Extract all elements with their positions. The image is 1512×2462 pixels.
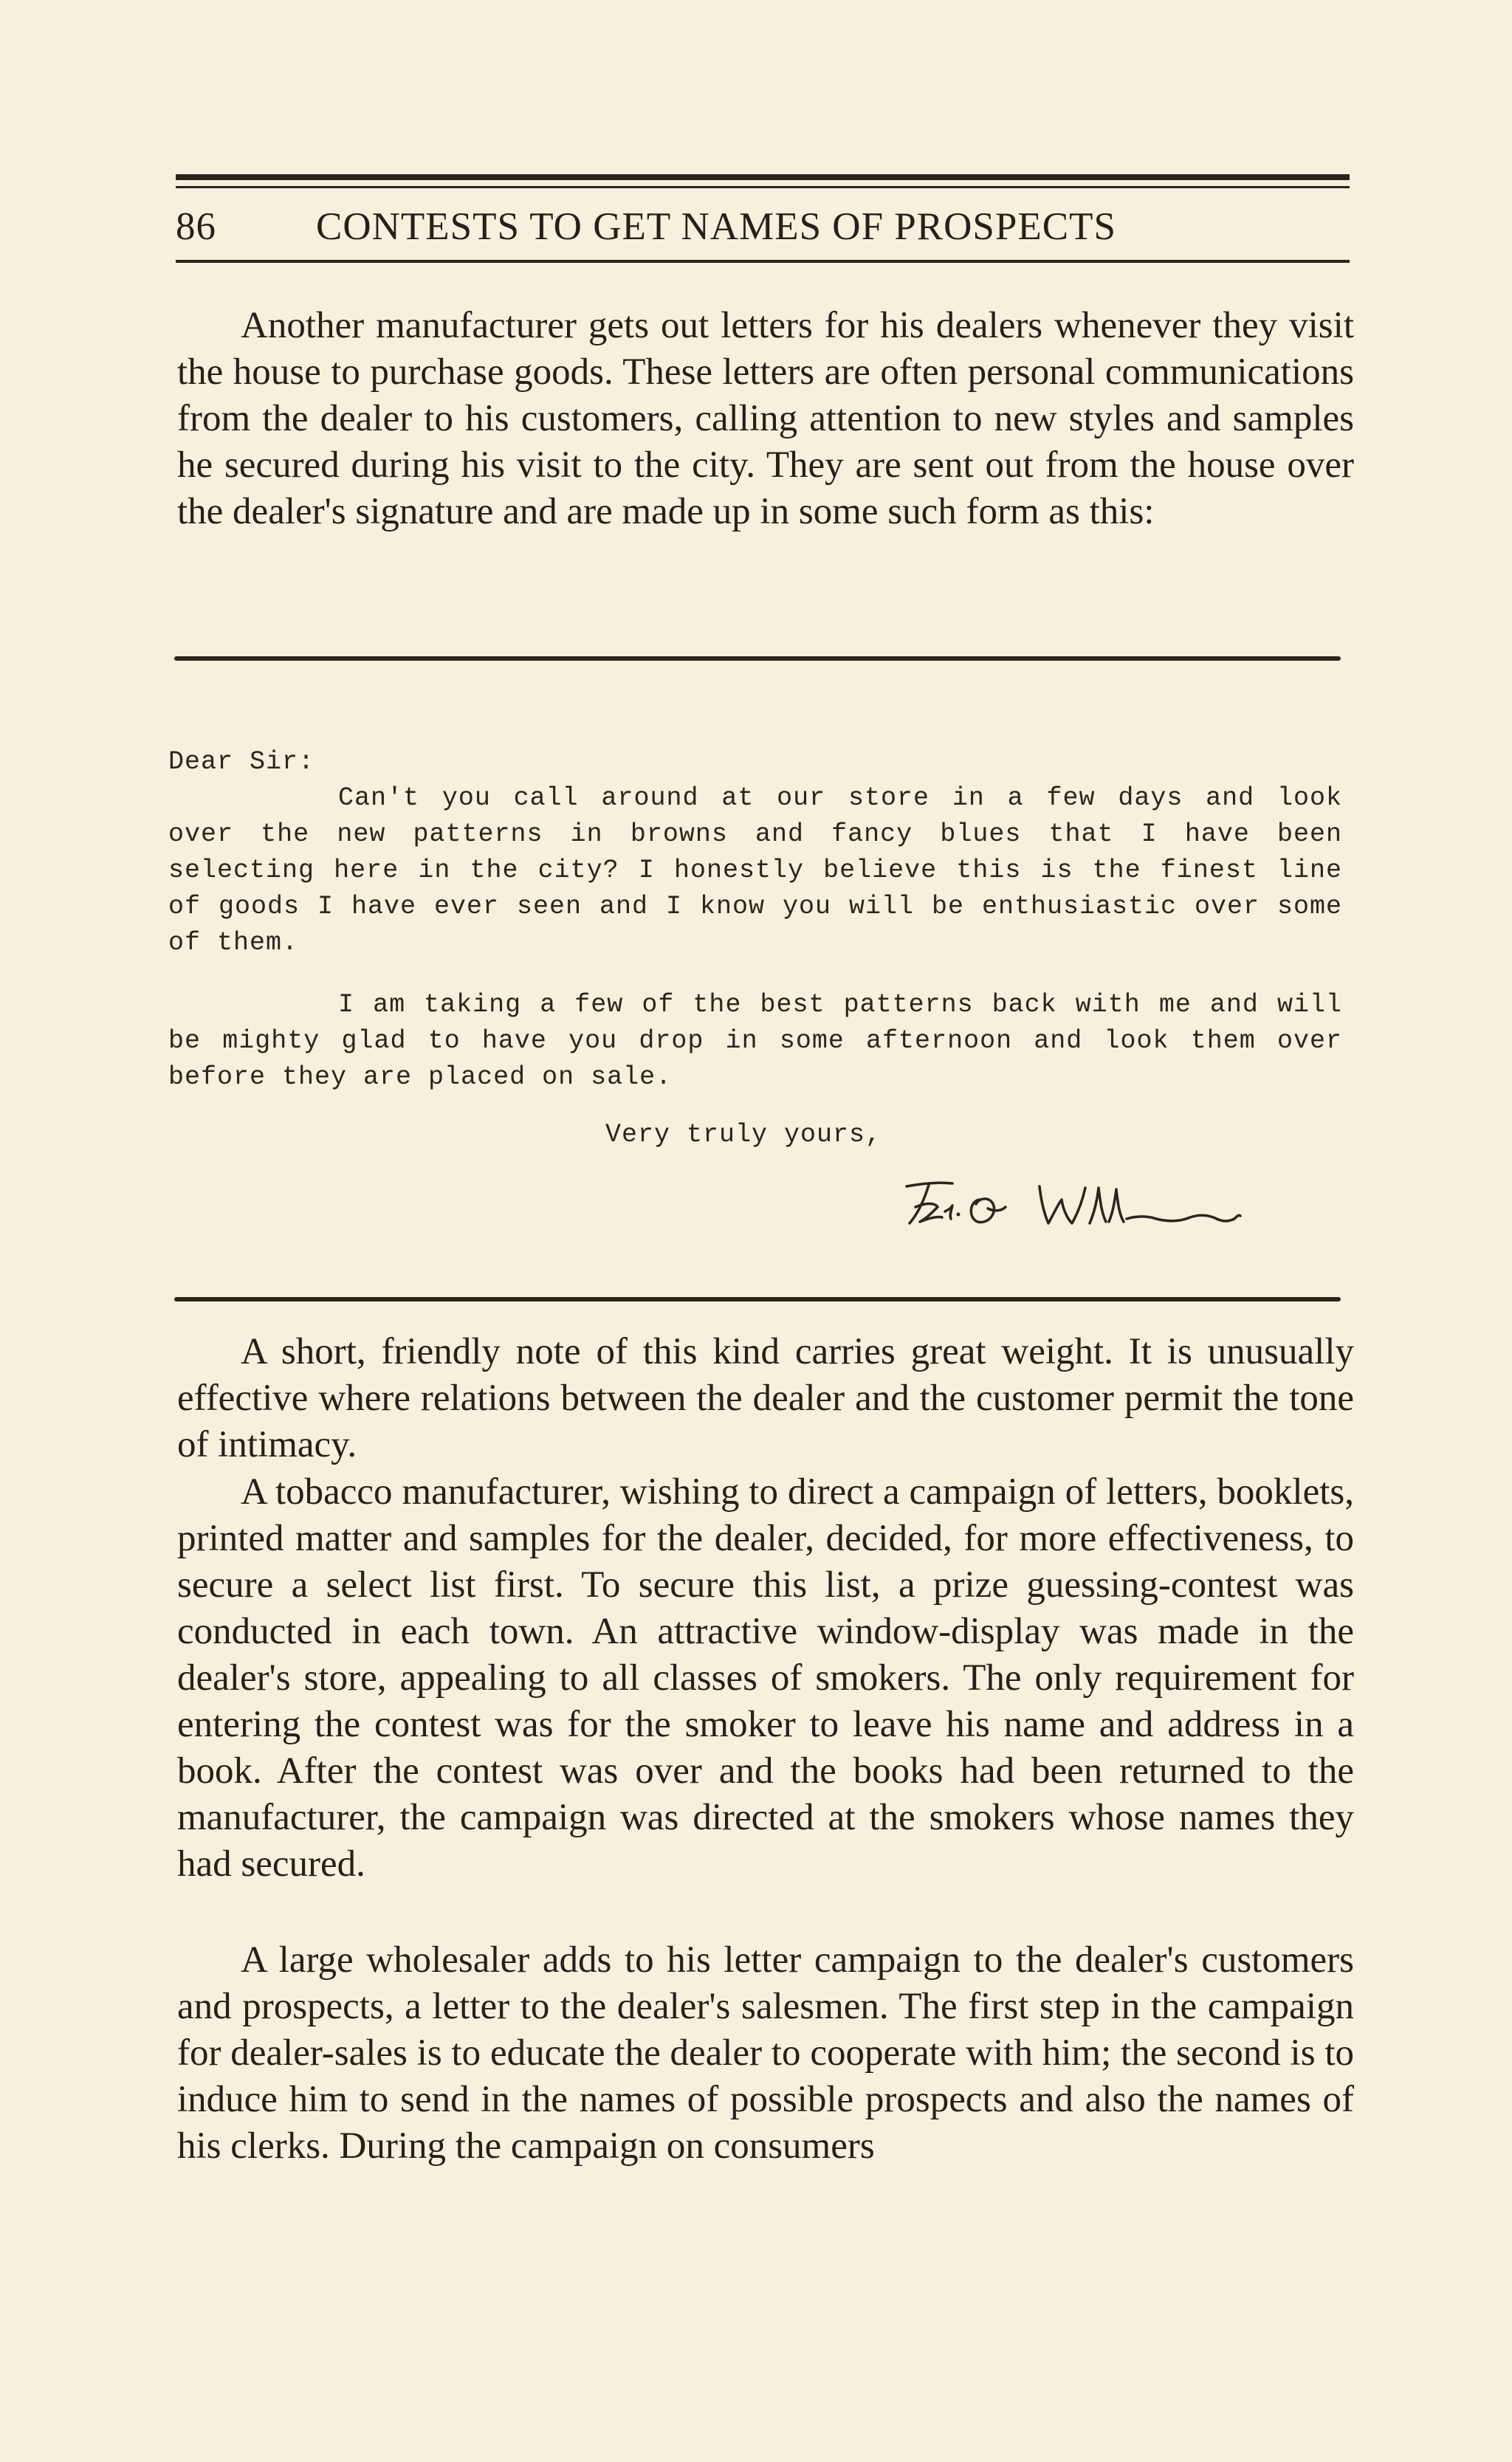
letter-rule-top xyxy=(174,656,1341,661)
running-head xyxy=(176,199,1350,254)
letter-salutation: Dear Sir: xyxy=(168,747,315,777)
handwritten-signature xyxy=(893,1170,1248,1237)
header-rule-thick xyxy=(176,174,1350,180)
page-number: 86 xyxy=(176,205,216,248)
letter-closing: Very truly yours, xyxy=(605,1120,882,1149)
body-paragraph: A tobacco manufacturer, wishing to direct a campaign of letters, booklets, printed matter and samples for the dealer, decided, for more effectiveness, to secure a select list first. To secure this list, a prize guessing-contest was conducted in each town. An attractive window-display was made in the dealer's store, appealing to all classes of smokers. The only requirement for entering the contest was for the smoker to leave his name and address in a book. After the contest was over and the books had been returned to the manufacturer, the campaign was directed at the smokers whose names they had secured. xyxy=(177,1471,1354,1885)
running-title: CONTESTS TO GET NAMES OF PROSPECTS xyxy=(316,205,1116,248)
letter-rule-bottom xyxy=(174,1297,1341,1302)
header-rule-bottom xyxy=(176,260,1350,263)
letter-paragraph: Can't you call around at our store in a few days and look over the new patterns in browns and fancy blues that I have been selecting here in the city? I honestly believe this is the finest line of goods I have ever seen and I know you will be enthusiastic over some of them. xyxy=(168,783,1342,957)
letter-paragraph: I am taking a few of the best patterns back with me and will be mighty glad to have you drop in some afternoon and look them over before they are placed on sale. xyxy=(168,990,1342,1092)
intro-paragraph: Another manufacturer gets out letters for his dealers whenever they visit the house to purchase goods. These letters are often personal communications from the dealer to his customers, calling attention to new styles and samples he secured during his visit to the city. They are sent out from the house over the dealer's signature and are made up in some such form as this: xyxy=(177,305,1354,532)
body-paragraph: A short, friendly note of this kind carries great weight. It is unusually effective where relations between the dealer and the customer permit the tone of intimacy. xyxy=(177,1331,1354,1465)
body-paragraph: A large wholesaler adds to his letter campaign to the dealer's customers and prospects, a letter to the dealer's salesmen. The first step in the campaign for dealer-sales is to educate the dealer to cooperate with him; the second is to induce him to send in the names of possible prospects and also the names of his clerks. During the campaign on consumers xyxy=(177,1939,1354,2167)
header-rule-thin xyxy=(176,186,1350,188)
